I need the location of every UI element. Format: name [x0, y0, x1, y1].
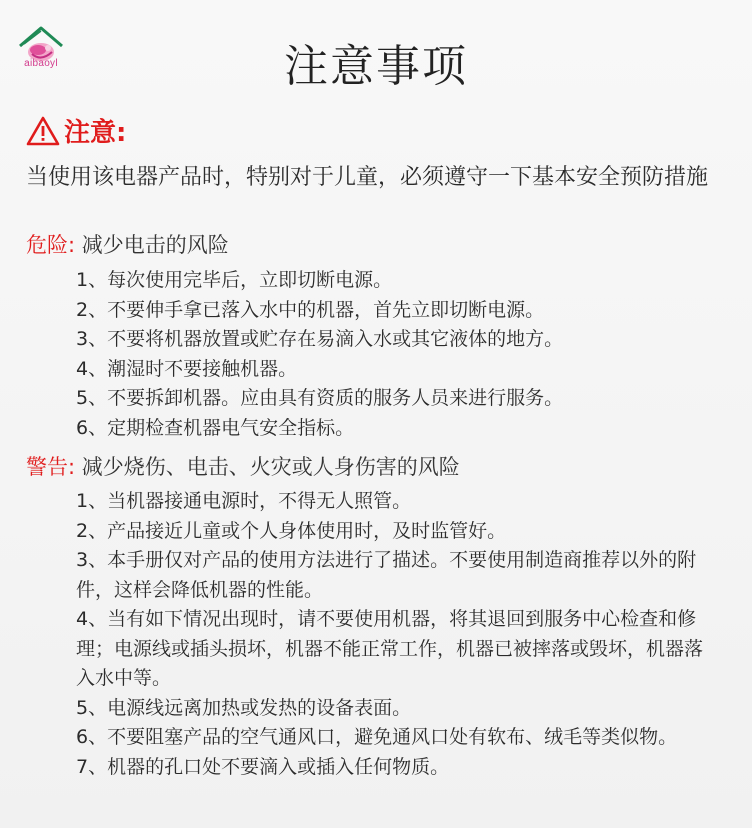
list-item: 4、潮湿时不要接触机器。 [76, 357, 298, 380]
intro-text: 当使用该电器产品时，特别对于儿童，必须遵守一下基本安全预防措施 [26, 165, 709, 190]
list-item: 1、当机器接通电源时，不得无人照管。 [76, 490, 412, 512]
list-item: 3、本手册仅对产品的使用方法进行了描述。不要使用制造商推荐以外的附件，这样会降低机器的性能。 [76, 549, 697, 601]
danger-label: 危险: [26, 233, 76, 257]
caution-label: 注意: [64, 118, 127, 148]
danger-heading [26, 230, 229, 260]
danger-list [76, 266, 716, 443]
brand-name: aibaoyl [24, 58, 58, 69]
warning-text: 减少烧伤、电击、火灾或人身伤害的风险 [81, 455, 460, 479]
list-item: 2、产品接近儿童或个人身体使用时，及时监管好。 [76, 519, 507, 542]
list-item: 6、定期检查机器电气安全指标。 [76, 416, 355, 439]
warning-triangle-icon [26, 116, 60, 146]
list-item: 1、每次使用完毕后，立即切断电源。 [76, 269, 393, 291]
caution-header [26, 112, 126, 149]
page-title: 注意事项 [284, 41, 468, 92]
list-item: 3、不要将机器放置或贮存在易滴入水或其它液体的地方。 [76, 328, 564, 350]
warning-list [76, 487, 716, 782]
list-item: 5、电源线远离加热或发热的设备表面。 [76, 696, 412, 719]
list-item: 7、机器的孔口处不要滴入或插入任何物质。 [76, 755, 450, 778]
warning-label: 警告: [26, 455, 76, 479]
list-item: 6、不要阻塞产品的空气通风口，避免通风口处有软布、绒毛等类似物。 [76, 726, 678, 748]
list-item: 4、当有如下情况出现时，请不要使用机器，将其退回到服务中心检查和修理；电源线或插头损坏，机器不能正常工作，机器已被摔落或毁坏，机器落入水中等。 [76, 608, 704, 689]
danger-text: 减少电击的风险 [81, 233, 229, 257]
list-item: 2、不要伸手拿已落入水中的机器，首先立即切断电源。 [76, 298, 545, 321]
warning-heading [26, 452, 460, 482]
list-item: 5、不要拆卸机器。应由具有资质的服务人员来进行服务。 [76, 387, 564, 409]
